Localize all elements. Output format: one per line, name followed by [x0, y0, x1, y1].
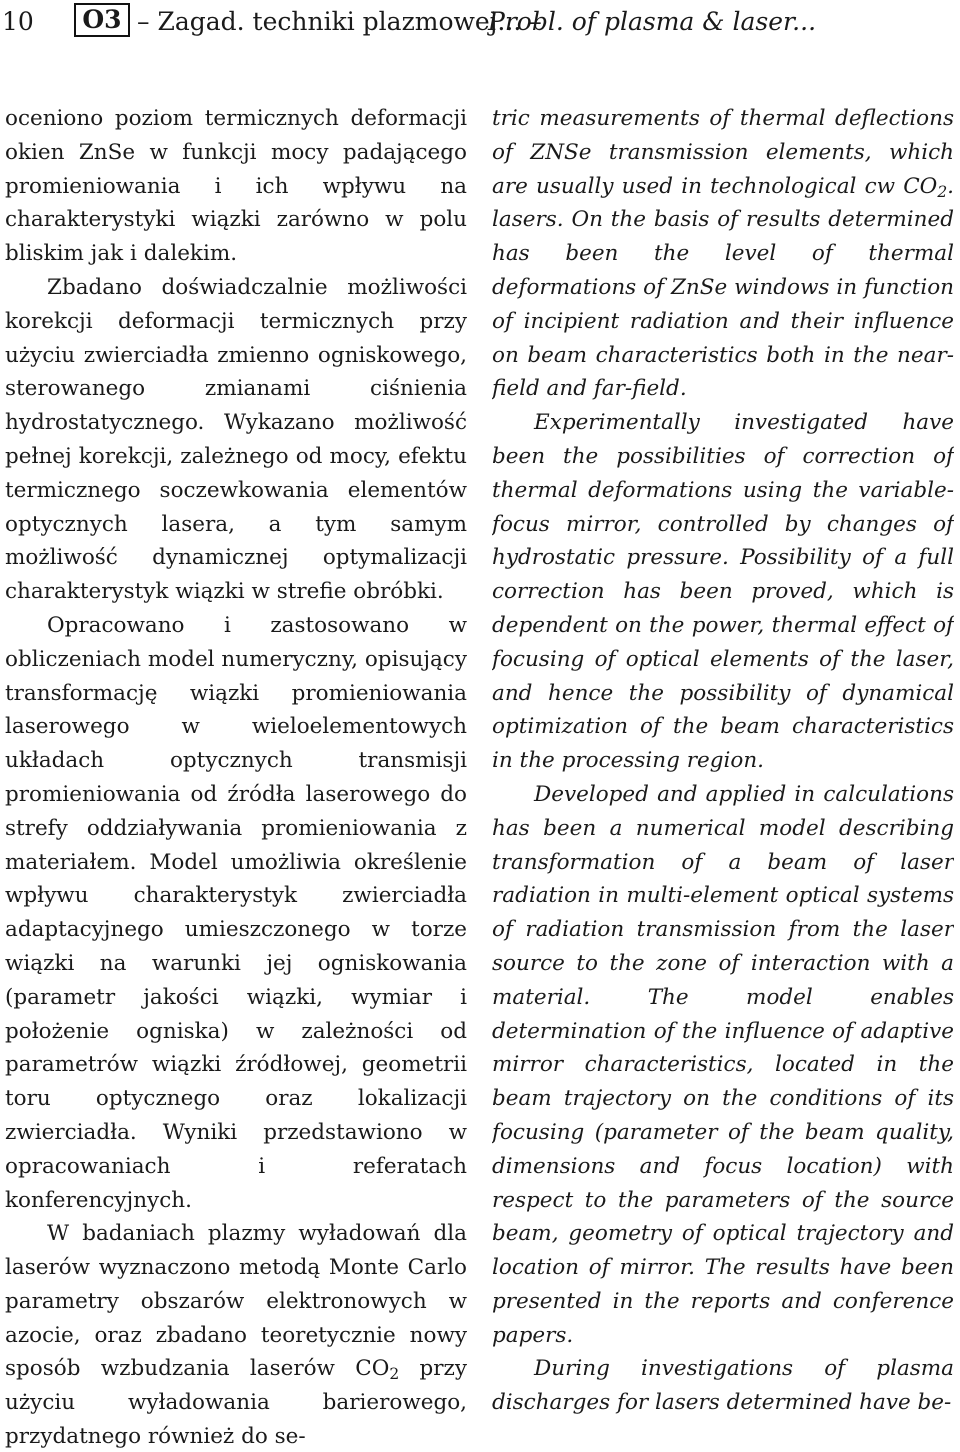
paragraph-text: . lasers. On the basis of results determined has been the level of thermal deformations of ZnSe windows in function of incipient radiation and their influence on beam characteristics both in the near-field and far-field.: [492, 173, 954, 402]
subscript: 2: [389, 1365, 400, 1384]
right-column-english: [492, 102, 954, 1450]
paragraph: [492, 102, 954, 406]
paragraph: Experimentally investigated have been the possibilities of correction of thermal deformations using the variable-focus mirror, controlled by changes of hydrostatic pressure. Possibility of a full correction has been proved, which is dependent on the power, thermal effect of focusing of optical elements of the laser, and hence the possibility of dynamical optimization of the beam characteristics in the processing region.: [492, 410, 954, 774]
left-column-polish: [5, 102, 467, 1450]
paragraph: Developed and applied in calculations has been a numerical model describing transformation of a beam of laser radiation in multi-element optical systems of radiation transmission from the laser source to the zone of interaction with a material. The model enables determination of the influence of adaptive mirror characteristics, located in the beam trajectory on the conditions of its focusing (parameter of the beam quality, dimensions and focus location) with respect to the parameters of the source beam, geometry of optical trajectory and location of mirror. The results have been presented in the reports and conference papers.: [492, 781, 954, 1348]
header-title-polish: – Zagad. techniki plazmowej... –: [137, 7, 542, 36]
paragraph: [5, 1217, 467, 1450]
header-title-english: Probl. of plasma & laser...: [488, 7, 817, 36]
paragraph: Zbadano doświadczalnie możliwości korekcji deformacji termicznych przy użyciu zwierciadła zmienno ogniskowego, sterowanego zmianami ciśnienia hydrostatycznego. Wykazano możliwość pełnej korekcji, zależnego od mocy, efektu termicznego soczewkowania elementów optycznych lasera, a tym samym możliwość dynamicznej optymalizacji charakterystyk wiązki w strefie obróbki.: [5, 274, 467, 605]
subscript: 2: [937, 182, 948, 201]
paragraph-text: przy użyciu wyładowania barierowego, przydatnego również do se-: [5, 1356, 467, 1450]
paragraph-text: tric measurements of thermal deflections of ZNSe transmission elements, which are usually used in technological cw CO: [492, 106, 954, 199]
paragraph: During investigations of plasma discharges for lasers determined have be-: [492, 1356, 954, 1416]
page-header: [0, 0, 960, 50]
section-box: O3: [74, 3, 130, 37]
paragraph: Opracowano i zastosowano w obliczeniach model numeryczny, opisujący transformację wiązki promieniowania laserowego w wieloelementowych układach optycznych transmisji promieniowania od źródła laserowego do strefy oddziaływania promieniowania z materiałem. Model umożliwia określenie wpływu charakterystyk zwierciadła adaptacyjnego umieszczonego w torze wiązki na warunki jej ogniskowania (parametr jakości wiązki, wymiar i położenie ogniska) w zależności od parametrów wiązki źródłowej, geometrii toru optycznego oraz lokalizacji zwierciadła. Wyniki przedstawiono w opracowaniach i referatach konferencyjnych.: [5, 612, 467, 1213]
page-number: 10: [2, 7, 34, 36]
paragraph-text: W badaniach plazmy wyładowań dla laserów wyznaczono metodą Monte Carlo parametry obszarów elektronowych w azocie, oraz zbadano teoretycznie nowy sposób wzbudzania laserów CO: [5, 1221, 467, 1382]
paragraph: oceniono poziom termicznych deformacji okien ZnSe w funkcji mocy padającego promieniowania i ich wpływu na charakterystyki wiązki zarówno w polu bliskim jak i dalekim.: [5, 106, 467, 267]
